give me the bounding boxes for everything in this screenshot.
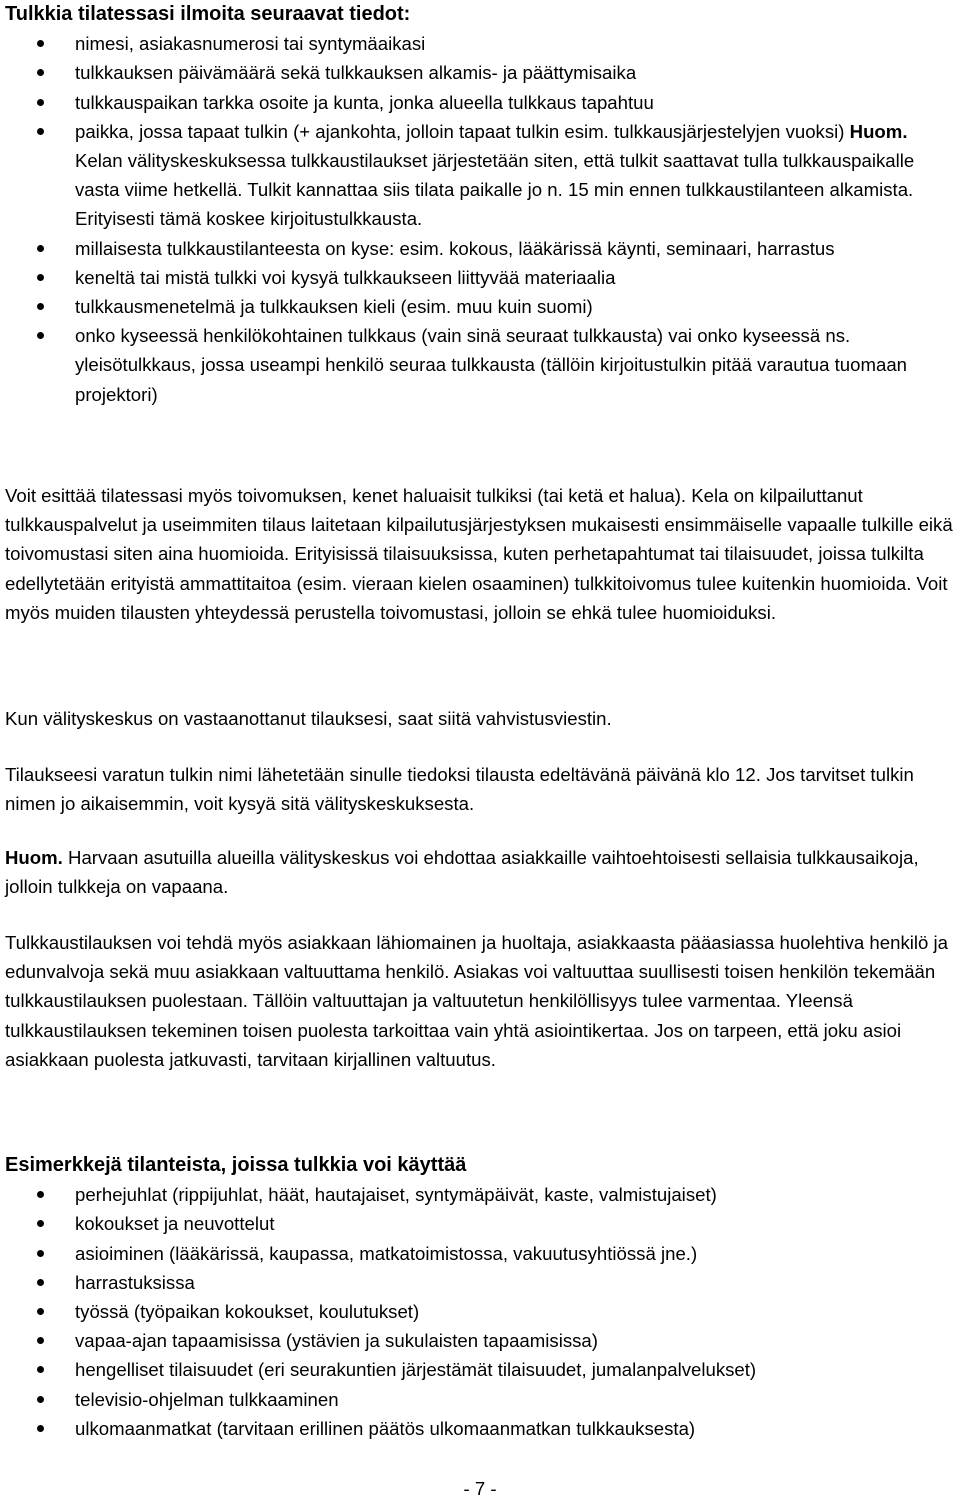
bullet-icon	[37, 1308, 44, 1315]
list-item: onko kyseessä henkilökohtainen tulkkaus (vain sinä seuraat tulkkausta) vai onko kyseessä ns. yleisötulkkaus, jossa useampi henkilö seuraa tulkkausta (tällöin kirjoitustulkin pitää varautua tuomaan projektori)	[5, 321, 955, 409]
list-item: asioiminen (lääkärissä, kaupassa, matkatoimistossa, vakuutusyhtiössä jne.)	[5, 1239, 955, 1268]
list-item: kokoukset ja neuvottelut	[5, 1209, 955, 1238]
bullet-icon	[37, 1250, 44, 1257]
list-item: keneltä tai mistä tulkki voi kysyä tulkkaukseen liittyvää materiaalia	[5, 263, 955, 292]
section-title: Tulkkia tilatessasi ilmoita seuraavat tiedot:	[5, 3, 411, 25]
list-item: hengelliset tilaisuudet (eri seurakuntien järjestämät tilaisuudet, jumalanpalvelukset)	[5, 1355, 955, 1384]
order-info-list	[5, 29, 955, 409]
bullet-icon	[37, 1366, 44, 1373]
paragraph-interpreter-wish: Voit esittää tilatessasi myös toivomuksen, kenet haluaisit tulkiksi (tai ketä et halua). Kela on kilpailuttanut tulkkauspalvelut ja useimmiten tilaus laitetaan kilpailutusjärjestyksen mukaisesti ensimmäiselle vapaalle tulkille eikä toivomustasi siten aina huomioida. Erityisissä tilaisuuksissa, kuten perhetapahtumat tai tilaisuudet, joissa tulkilta edellytetään erityistä ammattitaitoa (esim. vieraan kielen osaaminen) tulkkitoivomus tulee kuitenkin huomioida. Voit myös muiden tilausten yhteydessä perustella toivomustasi, jolloin se ehkä tulee huomioiduksi.	[5, 485, 953, 623]
bullet-icon	[37, 1396, 44, 1403]
note-label: Huom.	[5, 847, 63, 868]
page-number: - 7 -	[463, 1478, 497, 1499]
list-item: tulkkauksen päivämäärä sekä tulkkauksen alkamis- ja päättymisaika	[5, 58, 955, 87]
paragraph-confirmation: Kun välityskeskus on vastaanottanut tilauksesi, saat siitä vahvistusviestin.	[5, 708, 612, 729]
bullet-icon	[37, 274, 44, 281]
note-label: Huom.	[849, 120, 908, 142]
bullet-icon	[37, 1220, 44, 1227]
list-item: tulkkauspaikan tarkka osoite ja kunta, jonka alueella tulkkaus tapahtuu	[5, 88, 955, 117]
list-item: televisio-ohjelman tulkkaaminen	[5, 1385, 955, 1414]
bullet-icon	[37, 303, 44, 310]
list-item: vapaa-ajan tapaamisissa (ystävien ja sukulaisten tapaamisissa)	[5, 1326, 955, 1355]
list-item: työssä (työpaikan kokoukset, koulutukset)	[5, 1297, 955, 1326]
bullet-icon	[37, 128, 44, 135]
list-item: tulkkausmenetelmä ja tulkkauksen kieli (esim. muu kuin suomi)	[5, 292, 955, 321]
bullet-icon	[37, 1337, 44, 1344]
section-order-info	[5, 0, 955, 409]
list-item: perhejuhlat (rippijuhlat, häät, hautajaiset, syntymäpäivät, kaste, valmistujaiset)	[5, 1180, 955, 1209]
bullet-icon	[37, 245, 44, 252]
list-item: paikka, jossa tapaat tulkin (+ ajankohta, jolloin tapaat tulkin esim. tulkkausjärjestelyjen vuoksi) Huom. Kelan välityskeskuksessa tulkkaustilaukset järjestetään siten, että tulkit saattavat tulla tulkkauspaikalle vasta viime hetkellä. Tulkit kannattaa siis tilata paikalle jo n. 15 min ennen tulkkaustilanteen alkamista. Erityisesti tämä koskee kirjoitustulkkausta.	[5, 117, 955, 234]
paragraph-proxy-ordering: Tulkkaustilauksen voi tehdä myös asiakkaan lähiomainen ja huoltaja, asiakkaasta pääasiassa huolehtiva henkilö ja edunvalvoja sekä muu asiakkaan valtuuttama henkilö. Asiakas voi valtuuttaa suullisesti toisen henkilön tekemään tulkkaustilauksen puolestaan. Tällöin valtuuttajan ja valtuutetun henkilöllisyys tulee varmentaa. Yleensä tulkkaustilauksen tekeminen toisen puolesta tarkoittaa vain yhtä asiointikertaa. Jos on tarpeen, että joku asioi asiakkaan puolesta jatkuvasti, tarvitaan kirjallinen valtuutus.	[5, 932, 948, 1070]
bullet-icon	[37, 1279, 44, 1286]
bullet-icon	[37, 40, 44, 47]
list-item: nimesi, asiakasnumerosi tai syntymäaikasi	[5, 29, 955, 58]
bullet-icon	[37, 69, 44, 76]
bullet-icon	[37, 1425, 44, 1432]
examples-list	[5, 1180, 955, 1443]
list-item: harrastuksissa	[5, 1268, 955, 1297]
list-item: millaisesta tulkkaustilanteesta on kyse: esim. kokous, lääkärissä käynti, seminaari, harrastus	[5, 234, 955, 263]
paragraph-interpreter-name: Tilaukseesi varatun tulkin nimi lähetetään sinulle tiedoksi tilausta edeltävänä päivänä klo 12. Jos tarvitset tulkin nimen jo aikaisemmin, voit kysyä sitä välityskeskuksesta.	[5, 764, 914, 815]
list-item: ulkomaanmatkat (tarvitaan erillinen päätös ulkomaanmatkan tulkkauksesta)	[5, 1414, 955, 1443]
bullet-icon	[37, 99, 44, 106]
section-examples	[5, 1151, 955, 1443]
bullet-icon	[37, 1191, 44, 1198]
paragraph-sparse-areas: Huom. Harvaan asutuilla alueilla välityskeskus voi ehdottaa asiakkaille vaihtoehtoisesti sellaisia tulkkausaikoja, jolloin tulkkeja on vapaana.	[5, 847, 919, 898]
bullet-icon	[37, 332, 44, 339]
section-title: Esimerkkejä tilanteista, joissa tulkkia voi käyttää	[5, 1154, 467, 1176]
